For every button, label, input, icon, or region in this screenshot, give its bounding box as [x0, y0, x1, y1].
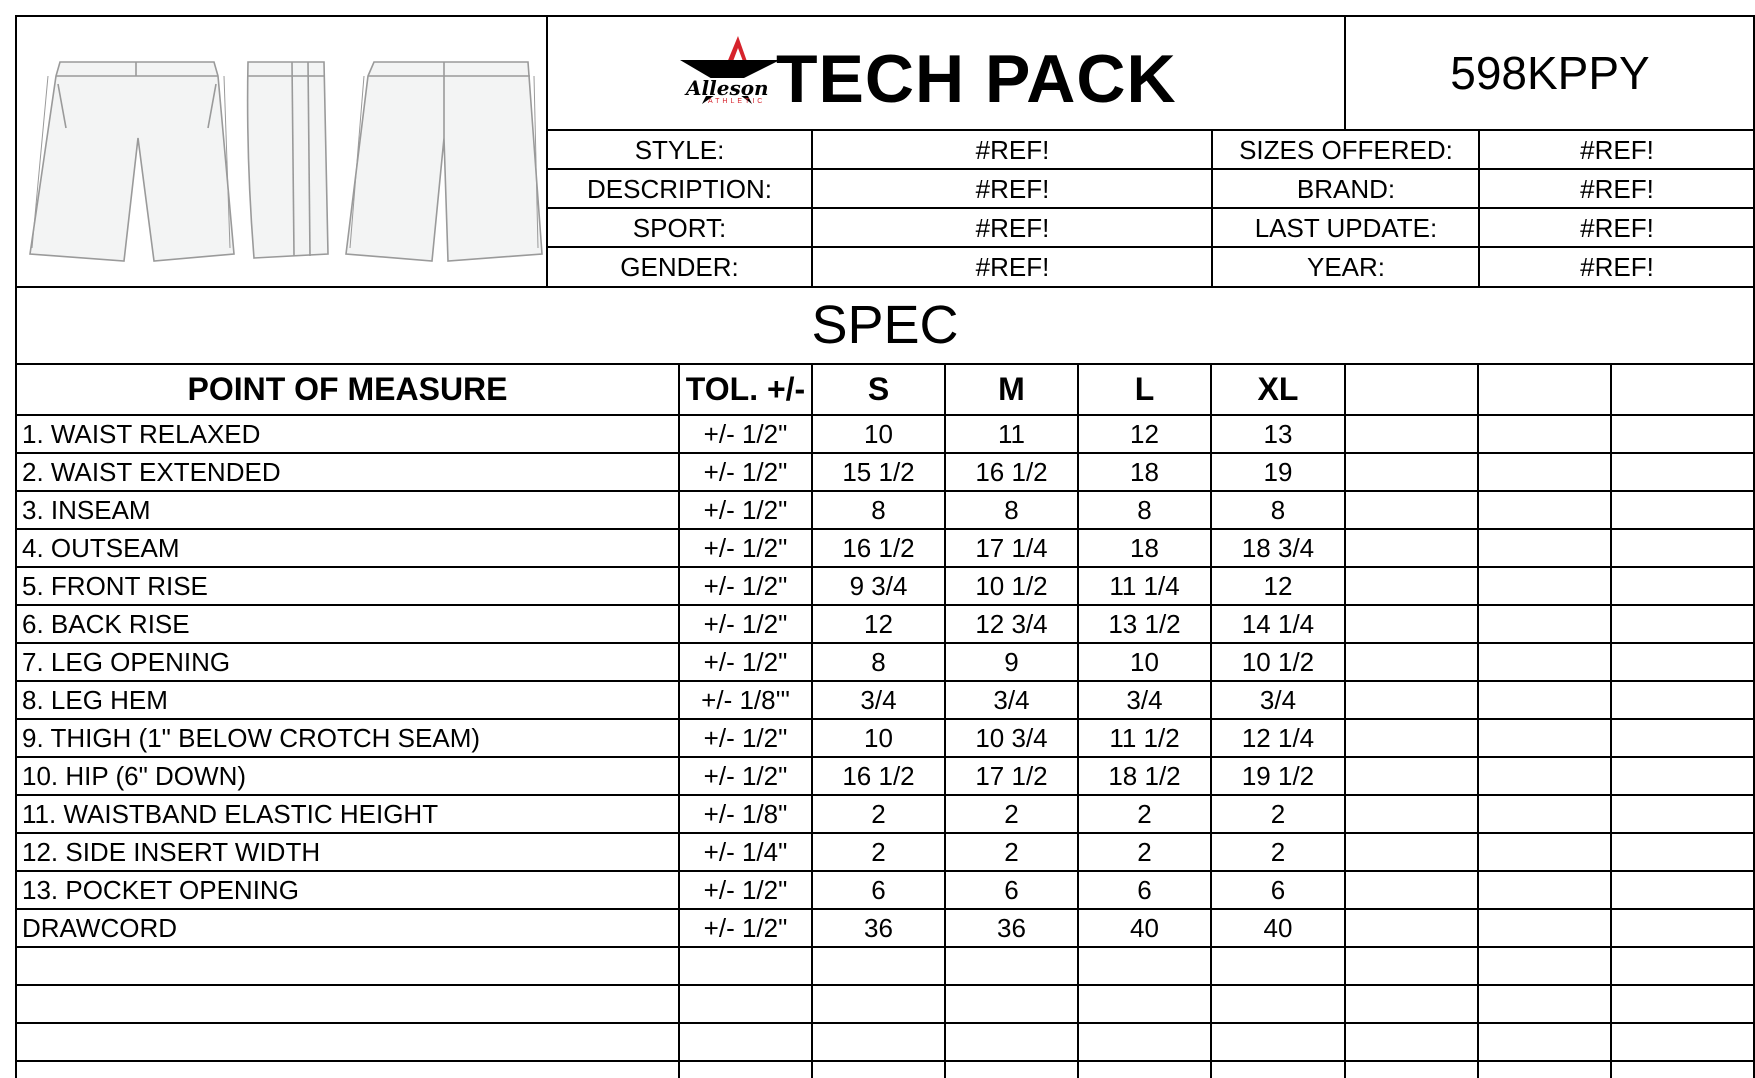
measure-name-cell: 12. SIDE INSERT WIDTH — [22, 836, 321, 867]
info-label-last-update: LAST UPDATE: — [1254, 212, 1438, 243]
grid-line — [15, 908, 1755, 910]
measure-value-cell: 8 — [871, 494, 886, 525]
measure-value-cell: 6 — [871, 874, 886, 905]
info-label-sizes-offered: SIZES OFFERED: — [1239, 134, 1453, 165]
measure-value-cell: 18 3/4 — [1241, 532, 1315, 563]
measure-value-cell: 10 — [864, 418, 893, 449]
measure-value-cell: +/- 1/2" — [703, 456, 788, 487]
grid-line — [15, 566, 1755, 568]
grid-line — [15, 642, 1755, 644]
measure-name-cell: 1. WAIST RELAXED — [22, 418, 261, 449]
measure-value-cell: +/- 1/2" — [703, 494, 788, 525]
grid-line — [547, 246, 1755, 248]
measure-value-cell: 40 — [1130, 912, 1159, 943]
measure-value-cell: 10 1/2 — [1241, 646, 1315, 677]
measure-value-cell: +/- 1/8'" — [701, 684, 790, 715]
garment-sketch-image — [18, 18, 546, 284]
measure-value-cell: 16 1/2 — [842, 760, 915, 791]
grid-line — [547, 207, 1755, 209]
measure-value-cell: +/- 1/2" — [703, 532, 788, 563]
measure-value-cell: 36 — [997, 912, 1026, 943]
measure-name-cell: 5. FRONT RISE — [22, 570, 208, 601]
measure-value-cell: 16 1/2 — [975, 456, 1048, 487]
measure-name-cell: 6. BACK RISE — [22, 608, 190, 639]
logo-subtext: ATHLETIC — [708, 98, 766, 105]
grid-line — [15, 286, 1755, 288]
measure-value-cell: 11 1/4 — [1109, 570, 1180, 601]
measure-value-cell: 2 — [871, 798, 886, 829]
table-header-cell — [1478, 364, 1611, 415]
measure-value-cell: 11 1/2 — [1109, 722, 1180, 753]
grid-line — [15, 528, 1755, 530]
measure-value-cell: 10 — [864, 722, 893, 753]
measure-value-cell: +/- 1/2" — [703, 570, 788, 601]
measure-value-cell: 3/4 — [993, 684, 1030, 715]
measure-value-cell: 12 — [1263, 570, 1293, 601]
measure-value-cell: 19 1/2 — [1241, 760, 1315, 791]
table-header-cell: S — [867, 371, 890, 407]
measure-value-cell: 16 1/2 — [842, 532, 915, 563]
info-label-year: YEAR: — [1306, 251, 1386, 282]
measure-value-cell: +/- 1/4" — [703, 836, 788, 867]
measure-value-cell: 17 1/2 — [975, 760, 1048, 791]
grid-line — [15, 794, 1755, 796]
grid-line — [1478, 130, 1480, 287]
info-value-last-update: #REF! — [1580, 212, 1654, 243]
grid-line — [15, 718, 1755, 720]
info-value-description: #REF! — [975, 173, 1050, 204]
measure-value-cell: 2 — [1004, 798, 1019, 829]
grid-line — [1210, 364, 1212, 1078]
table-header-cell: TOL. +/- — [685, 371, 806, 407]
measure-value-cell: 6 — [1137, 874, 1152, 905]
info-label-description: DESCRIPTION: — [587, 173, 772, 204]
grid-line — [15, 870, 1755, 872]
measure-value-cell: +/- 1/2" — [703, 608, 788, 639]
measure-value-cell: +/- 1/2" — [703, 874, 788, 905]
grid-line — [1344, 16, 1346, 130]
grid-line — [1077, 364, 1079, 1078]
measure-value-cell: 18 1/2 — [1108, 760, 1181, 791]
measure-value-cell: 6 — [1270, 874, 1286, 905]
table-header-cell: XL — [1257, 371, 1299, 407]
measure-value-cell: 3/4 — [860, 684, 897, 715]
measure-value-cell: 2 — [1270, 836, 1286, 867]
grid-line — [547, 168, 1755, 170]
measure-value-cell: 2 — [1137, 836, 1152, 867]
measure-value-cell: 12 — [864, 608, 893, 639]
grid-line — [15, 680, 1755, 682]
measure-value-cell: 19 — [1263, 456, 1293, 487]
info-value-sizes-offered: #REF! — [1580, 134, 1654, 165]
measure-name-cell: 3. INSEAM — [22, 494, 151, 525]
measure-value-cell: +/- 1/8" — [703, 798, 788, 829]
measure-name-cell: 4. OUTSEAM — [22, 532, 180, 563]
measure-value-cell: 9 3/4 — [849, 570, 908, 601]
measure-value-cell: 18 — [1130, 532, 1159, 563]
measure-value-cell: 12 — [1130, 418, 1159, 449]
measure-name-cell: 8. LEG HEM — [22, 684, 168, 715]
table-header-cell: M — [998, 371, 1025, 407]
measure-value-cell: 10 3/4 — [975, 722, 1048, 753]
measure-value-cell: +/- 1/2" — [703, 722, 788, 753]
table-header-cell — [1345, 364, 1478, 415]
grid-line — [1610, 364, 1612, 1078]
info-value-gender: #REF! — [975, 251, 1050, 282]
measure-name-cell: 9. THIGH (1" BELOW CROTCH SEAM) — [22, 722, 481, 753]
table-header-cell: L — [1134, 371, 1155, 407]
measure-value-cell: 2 — [1270, 798, 1286, 829]
info-value-year: #REF! — [1580, 251, 1654, 282]
style-code: 598KPPY — [1450, 47, 1650, 99]
grid-line — [811, 364, 813, 1078]
measure-value-cell: +/- 1/2" — [703, 760, 788, 791]
grid-line — [15, 756, 1755, 758]
measure-value-cell: 3/4 — [1126, 684, 1163, 715]
table-header-cell: POINT OF MEASURE — [187, 371, 508, 407]
measure-value-cell: +/- 1/2" — [703, 418, 788, 449]
measure-value-cell: 8 — [1137, 494, 1152, 525]
measure-value-cell: 8 — [1270, 494, 1286, 525]
measure-value-cell: 11 — [998, 418, 1025, 449]
measure-name-cell: 10. HIP (6" DOWN) — [22, 760, 247, 791]
measure-value-cell: 13 1/2 — [1108, 608, 1181, 639]
grid-line — [1211, 130, 1213, 287]
grid-line — [1477, 364, 1479, 1078]
measure-value-cell: +/- 1/2" — [703, 646, 788, 677]
grid-line — [15, 1022, 1755, 1024]
measure-value-cell: 13 — [1263, 418, 1293, 449]
measure-value-cell: 9 — [1004, 646, 1019, 677]
measure-name-cell: 13. POCKET OPENING — [22, 874, 299, 905]
measure-value-cell: 8 — [1004, 494, 1019, 525]
grid-line — [15, 832, 1755, 834]
grid-line — [15, 16, 17, 1078]
grid-line — [15, 984, 1755, 986]
grid-line — [15, 363, 1755, 365]
logo-wordmark: Alleson — [686, 76, 769, 100]
measure-value-cell: 40 — [1263, 912, 1293, 943]
grid-line — [15, 414, 1755, 416]
info-value-sport: #REF! — [975, 212, 1050, 243]
measure-value-cell: 3/4 — [1259, 684, 1297, 715]
measure-value-cell: 15 1/2 — [842, 456, 915, 487]
info-value-style: #REF! — [975, 134, 1050, 165]
info-label-sport: SPORT: — [632, 212, 727, 243]
grid-line — [15, 452, 1755, 454]
measure-value-cell: 12 3/4 — [975, 608, 1048, 639]
measure-value-cell: 2 — [1137, 798, 1152, 829]
measure-value-cell: +/- 1/2" — [703, 912, 788, 943]
spec-title: SPEC — [811, 295, 959, 355]
measure-value-cell: 36 — [864, 912, 893, 943]
measure-name-cell: 11. WAISTBAND ELASTIC HEIGHT — [22, 798, 439, 829]
measure-name-cell: 2. WAIST EXTENDED — [22, 456, 281, 487]
info-label-brand: BRAND: — [1296, 173, 1396, 204]
grid-line — [1344, 364, 1346, 1078]
measure-value-cell: 10 — [1130, 646, 1159, 677]
measure-value-cell: 8 — [871, 646, 886, 677]
grid-line — [15, 604, 1755, 606]
measure-value-cell: 12 1/4 — [1241, 722, 1315, 753]
grid-line — [547, 129, 1755, 131]
measure-name-cell: DRAWCORD — [22, 912, 178, 943]
grid-line — [15, 946, 1755, 948]
grid-line — [15, 490, 1755, 492]
table-header-cell — [1611, 364, 1754, 415]
grid-line — [678, 364, 680, 1078]
measure-value-cell: 14 1/4 — [1241, 608, 1315, 639]
page-title: TECH PACK — [776, 41, 1177, 117]
measure-value-cell: 2 — [1004, 836, 1019, 867]
info-label-style: STYLE: — [634, 134, 725, 165]
grid-line — [944, 364, 946, 1078]
measure-value-cell: 6 — [1004, 874, 1019, 905]
grid-line — [15, 15, 1755, 17]
measure-value-cell: 18 — [1130, 456, 1159, 487]
grid-line — [811, 130, 813, 287]
measure-value-cell: 2 — [871, 836, 886, 867]
info-label-gender: GENDER: — [620, 251, 739, 282]
measure-name-cell: 7. LEG OPENING — [22, 646, 231, 677]
info-value-brand: #REF! — [1580, 173, 1654, 204]
measure-value-cell: 10 1/2 — [975, 570, 1048, 601]
measure-value-cell: 17 1/4 — [975, 532, 1048, 563]
grid-line — [15, 1060, 1755, 1062]
